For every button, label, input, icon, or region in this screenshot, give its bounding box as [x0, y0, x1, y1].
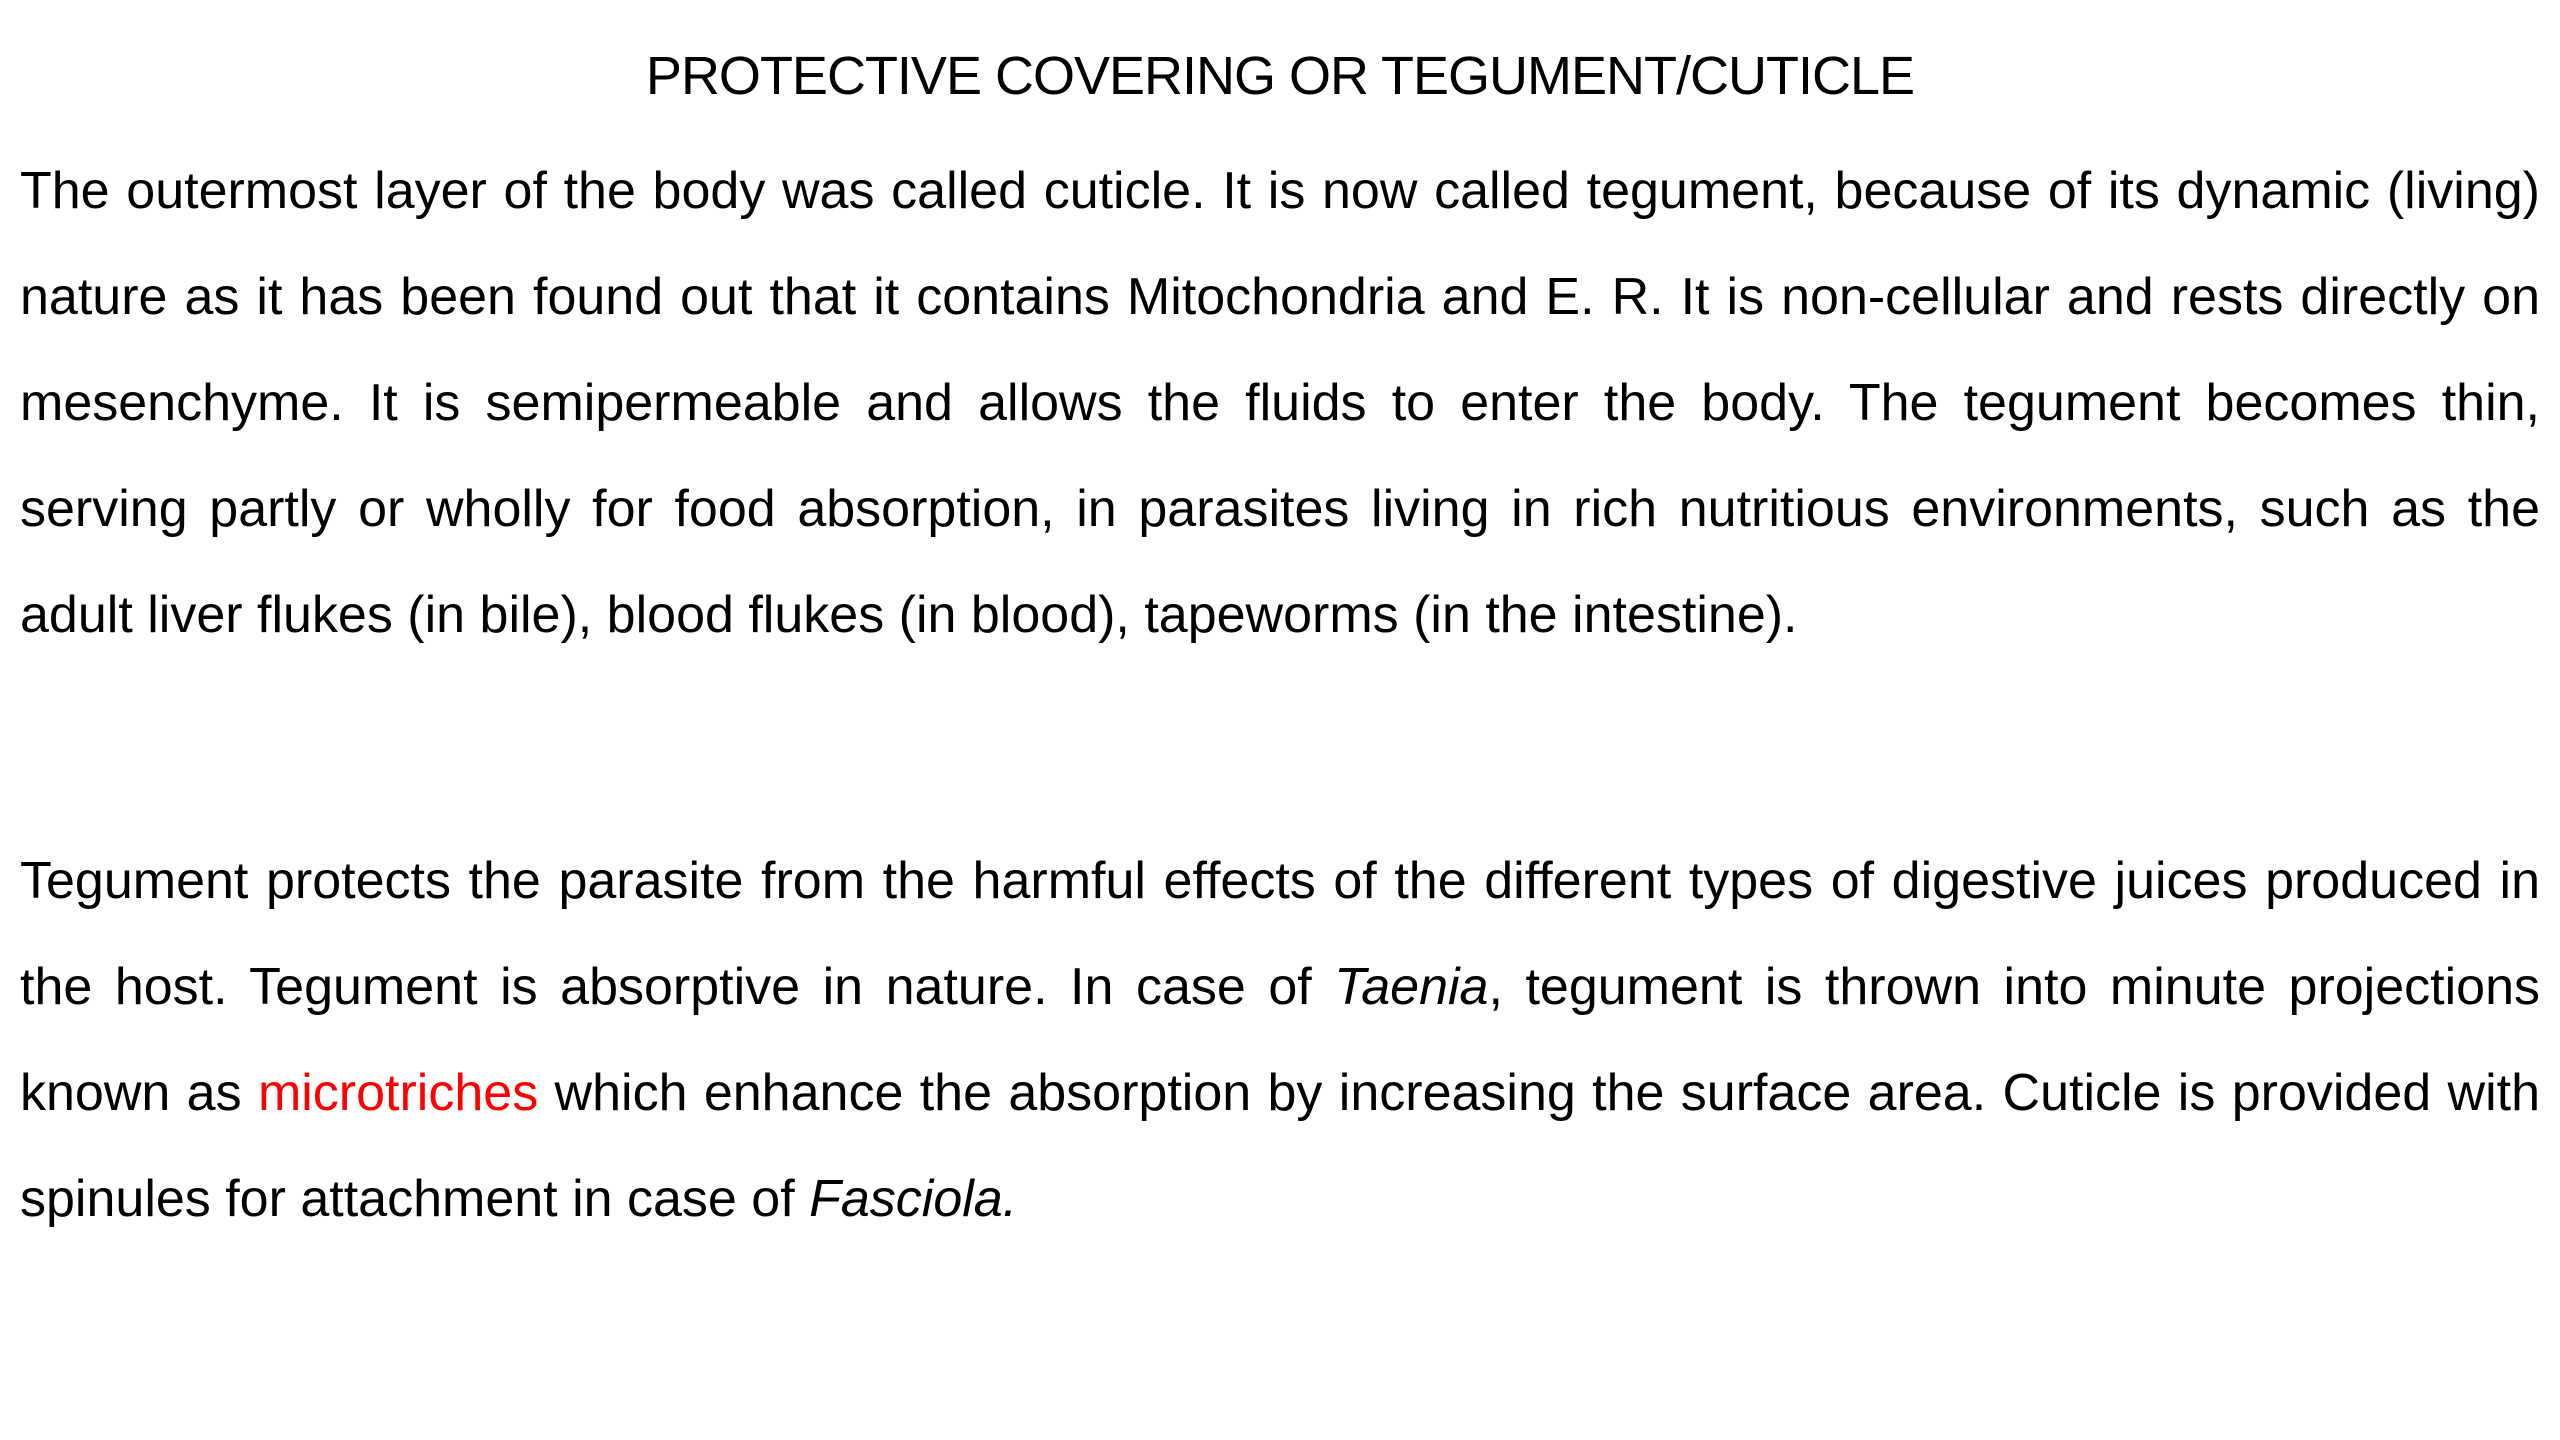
- fasciola-term: Fasciola.: [809, 1170, 1018, 1228]
- paragraph-2-text-part-3: which enhance the absorption by increasing the surface area. Cuticle is provided with spinules for attachment in case of: [20, 1064, 2540, 1228]
- taenia-term: Taenia: [1334, 958, 1489, 1016]
- paragraph-2-text-part-2: , tegument is thrown into minute projections known as: [20, 958, 2540, 1122]
- microtriches-term: microtriches: [257, 1064, 539, 1122]
- paragraph-tegument-function: [20, 828, 2540, 1252]
- paragraph-2-text-part-1: Tegument protects the parasite from the harmful effects of the different types of digestive juices produced in the host. Tegument is absorptive in nature. In case of: [20, 852, 2540, 1016]
- paragraph-tegument-definition: The outermost layer of the body was called cuticle. It is now called tegument, because of its dynamic (living) nature as it has been found out that it contains Mitochondria and E. R. It is non-cellular and rests directly on mesenchyme. It is semipermeable and allows the fluids to enter the body. The tegument becomes thin, serving partly or wholly for food absorption, in parasites living in rich nutritious environments, such as the adult liver flukes (in bile), blood flukes (in blood), tapeworms (in the intestine).: [20, 162, 2540, 644]
- slide-title: PROTECTIVE COVERING OR TEGUMENT/CUTICLE: [645, 46, 1915, 106]
